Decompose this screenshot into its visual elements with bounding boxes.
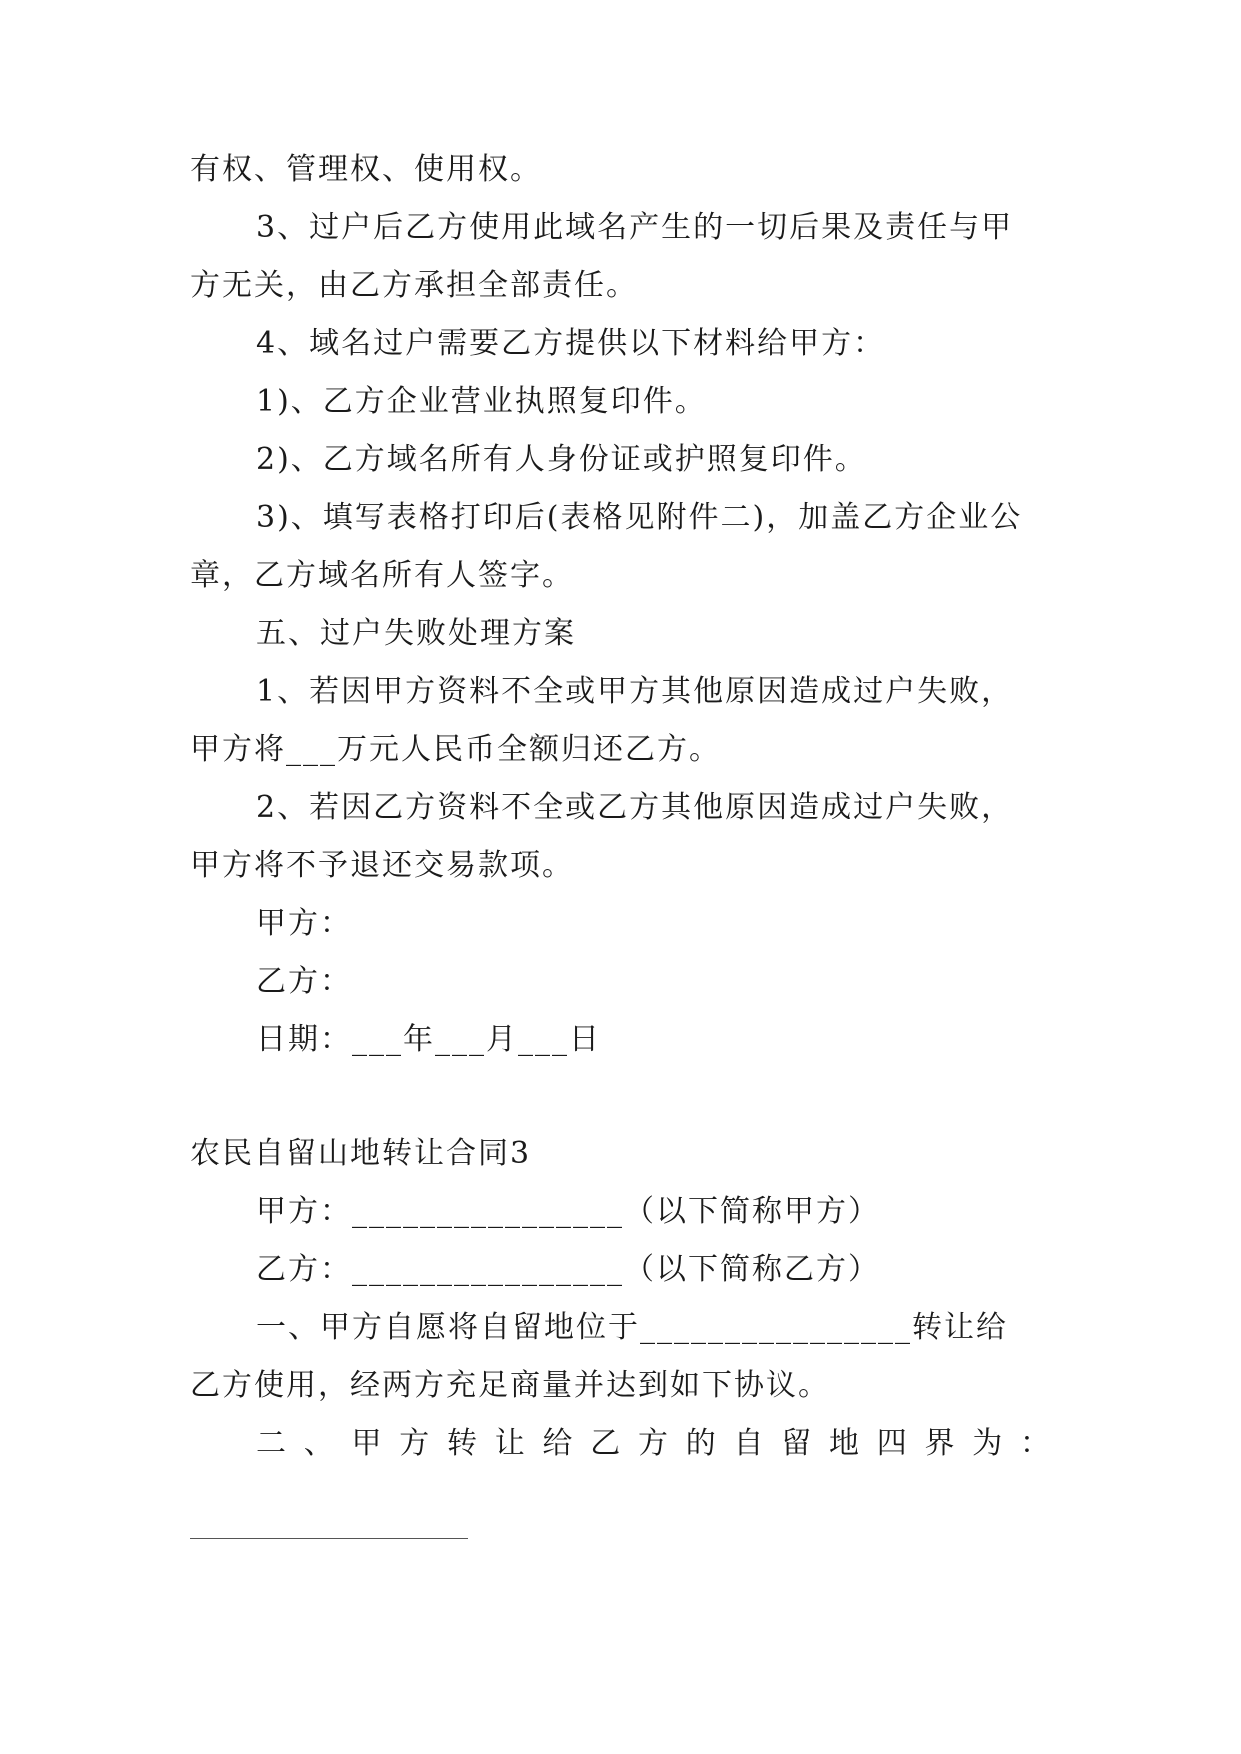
section-heading: 五、过户失败处理方案 [256, 616, 576, 651]
text-line: 2)、乙方域名所有人身份证或护照复印件。 [256, 442, 867, 477]
char: 、 [303, 1426, 334, 1461]
text-line: 方无关，由乙方承担全部责任。 [190, 268, 638, 303]
text-line: 章，乙方域名所有人签字。 [190, 558, 574, 593]
text-line: 有权、管理权、使用权。 [190, 152, 542, 187]
text-line: 甲方将___万元人民币全额归还乙方。 [190, 732, 721, 767]
text-line: 1)、乙方企业营业执照复印件。 [256, 384, 707, 419]
contract-title: 农民自留山地转让合同3 [190, 1136, 532, 1171]
char: 方 [399, 1426, 430, 1461]
char: 的 [685, 1426, 716, 1461]
text-line: 乙方使用，经两方充足商量并达到如下协议。 [190, 1368, 830, 1403]
text-line: 3、过户后乙方使用此域名产生的一切后果及责任与甲 [256, 210, 1014, 245]
char: 转 [447, 1426, 477, 1461]
party-a-signature-line: 甲方： [256, 906, 352, 941]
char: 给 [542, 1426, 573, 1461]
party-b-line: 乙方：________________（以下简称乙方） [256, 1252, 880, 1287]
char: 四 [876, 1426, 907, 1461]
boundary-clause-line [256, 1424, 1050, 1464]
char: 界 [924, 1426, 955, 1461]
text-line: 一、甲方自愿将自留地位于________________转让给 [256, 1310, 1008, 1345]
text-line: 3)、填写表格打印后(表格见附件二)，加盖乙方企业公 [256, 500, 1023, 535]
text-line: 4、域名过户需要乙方提供以下材料给甲方： [256, 326, 886, 361]
text-line: 1、若因甲方资料不全或甲方其他原因造成过户失败， [256, 674, 1014, 709]
char: 方 [638, 1426, 668, 1461]
char: 地 [829, 1426, 859, 1461]
char: 甲 [351, 1426, 382, 1461]
char: 自 [733, 1426, 764, 1461]
char: 让 [494, 1426, 525, 1461]
char: 留 [781, 1426, 812, 1461]
char: 二 [256, 1426, 286, 1461]
party-a-line: 甲方：________________（以下简称甲方） [256, 1194, 880, 1229]
blank-fill-line [190, 1538, 468, 1539]
char: ： [1020, 1426, 1050, 1461]
text-line: 甲方将不予退还交易款项。 [190, 848, 574, 883]
char: 为 [972, 1426, 1003, 1461]
party-b-signature-line: 乙方： [256, 964, 352, 999]
text-line: 2、若因乙方资料不全或乙方其他原因造成过户失败， [256, 790, 1014, 825]
char: 乙 [590, 1426, 621, 1461]
date-line: 日期：___年___月___日 [256, 1022, 601, 1057]
